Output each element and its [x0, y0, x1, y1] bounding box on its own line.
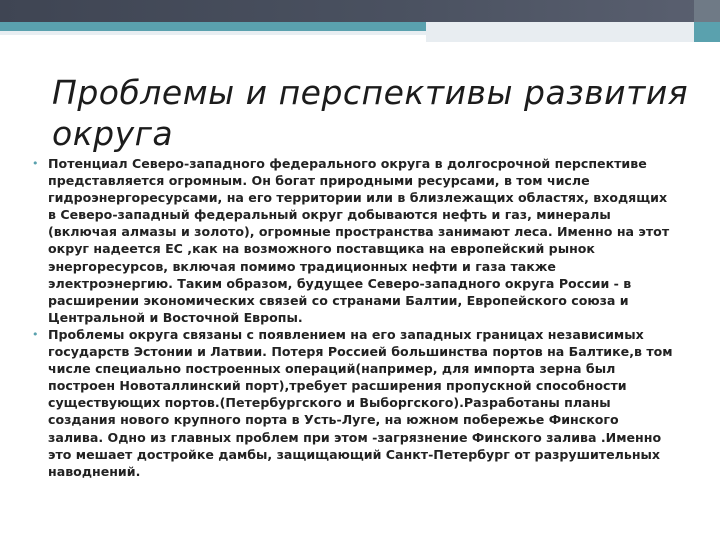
bullet-text: Потенциал Северо-западного федерального округа в долгосрочной перспективе представляется огромным. Он богат природными ресурсами, в том числе гидроэнергоресурсами, на его территории или в близлежащих областях, входящих в Северо-западный федеральный округ добываются нефть и газ, минералы (включая алмазы и золото), огромные пространства занимают леса. Именно на этот округ надеется ЕС ,как на возможного поставщика на европейский рынок энергоресурсов, включая помимо традиционных нефти и газа также электроэнергию. Таким образом, будущее Северо-западного округа России - в расширении экономических связей со странами Балтии, Европейского союза и Центральной и Восточной Европы. [48, 156, 670, 325]
bullet-list [32, 155, 704, 480]
top-decor-bar-end [694, 0, 720, 22]
accent-strip-corner [694, 22, 720, 42]
top-decor-bar [0, 0, 720, 22]
accent-strip-light [426, 22, 694, 42]
list-item [32, 155, 704, 326]
bullet-icon: • [32, 327, 39, 341]
bullet-icon: • [32, 157, 39, 170]
slide-title: Проблемы и перспективы развития округа [52, 73, 689, 153]
accent-strip-teal [0, 22, 426, 31]
accent-strip-thin [0, 31, 426, 35]
bullet-text: Проблемы округа связаны с появлением на его западных границах независимых государств Эстонии и Латвии. Потеря Россией большинства портов на Балтике,в том числе специально построенных операций(например, для импорта зерна был построен Новоталлинский порт),требует расширения пропускной способности существующих портов.(Петербургского и Выборгского).Разработаны планы создания нового крупного порта в Усть-Луге, на южном побережье Финского залива. Одно из главных проблем при этом -загрязнение Финского залива .Именно это мешает достройке дамбы, защищающий Санкт-Петербург от разрушительных наводнений. [48, 326, 673, 479]
list-item [32, 326, 704, 480]
